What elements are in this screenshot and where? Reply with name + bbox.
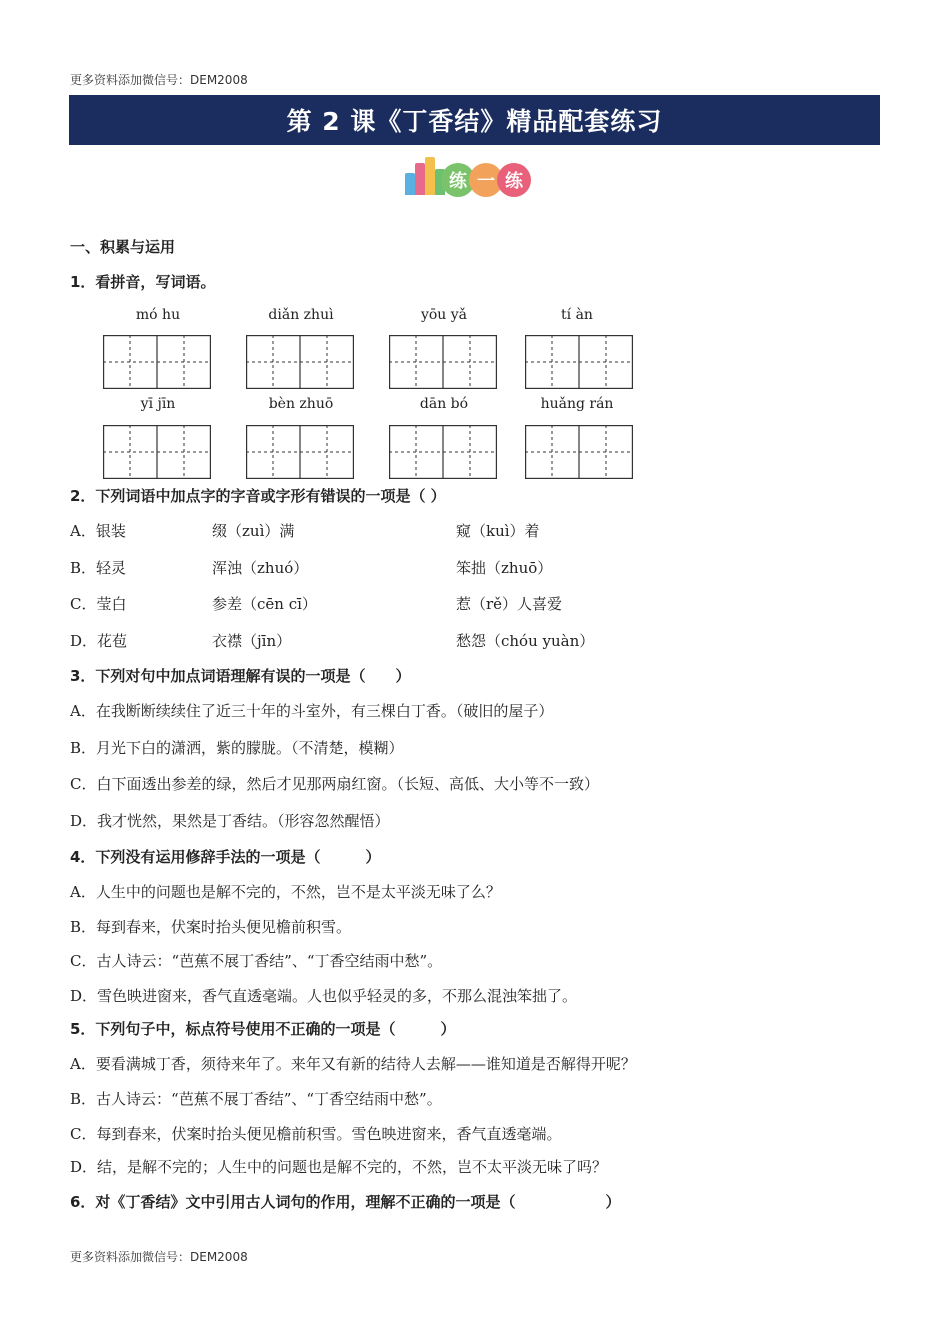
q2-option-d-col2: 衣襟（jīn） <box>212 632 292 650</box>
page-title: 第 2 课《丁香结》精品配套练习 <box>69 95 880 145</box>
question-5-stem: 5．下列句子中，标点符号使用不正确的一项是（ ） <box>70 1020 456 1038</box>
writing-grid[interactable] <box>246 335 354 389</box>
q3-option-c[interactable]: C．白下面透出参差的绿，然后才见那两扇红窗。（长短、高低、大小等不一致） <box>70 775 599 793</box>
q2-option-c-col1[interactable]: C．莹白 <box>70 595 127 613</box>
pinyin-label: dān bó <box>419 396 469 412</box>
badge-char-1: 练 <box>441 163 475 197</box>
q4-option-c[interactable]: C．古人诗云：“芭蕉不展丁香结”、“丁香空结雨中愁”。 <box>70 952 443 970</box>
q2-option-b-col3: 笨拙（zhuō） <box>456 559 553 577</box>
question-2-stem: 2．下列词语中加点字的字音或字形有错误的一项是（ ） <box>70 487 446 505</box>
q2-option-b-col2: 浑浊（zhuó） <box>212 559 309 577</box>
writing-grid[interactable] <box>103 425 211 479</box>
footer-note: 更多资料添加微信号：DEM2008 <box>70 1250 248 1264</box>
pinyin-label: mó hu <box>135 307 181 323</box>
q4-option-b[interactable]: B．每到春来，伏案时抬头便见檐前积雪。 <box>70 918 352 936</box>
q2-option-d-col1[interactable]: D．花苞 <box>70 632 128 650</box>
pinyin-label: yōu yǎ <box>420 307 468 323</box>
section-heading: 一、积累与运用 <box>70 238 176 256</box>
writing-grid[interactable] <box>525 335 633 389</box>
building-icon <box>425 157 435 195</box>
pinyin-label: tí àn <box>561 307 593 323</box>
question-6-stem: 6．对《丁香结》文中引用古人词句的作用，理解不正确的一项是（ ） <box>70 1193 621 1211</box>
badge-char-3: 练 <box>497 163 531 197</box>
writing-grid[interactable] <box>246 425 354 479</box>
question-1-stem: 1．看拼音，写词语。 <box>70 273 216 291</box>
q5-option-a[interactable]: A．要看满城丁香，须待来年了。来年又有新的结待人去解——谁知道是否解得开呢？ <box>70 1055 636 1073</box>
q2-option-c-col2: 参差（cēn cī） <box>212 595 317 613</box>
building-icon <box>405 173 415 195</box>
writing-grid[interactable] <box>389 425 497 479</box>
q2-option-a-col1[interactable]: A．银装 <box>70 522 126 540</box>
q2-option-c-col3: 惹（rě）人喜爱 <box>456 595 563 613</box>
q5-option-b[interactable]: B．古人诗云：“芭蕉不展丁香结”、“丁香空结雨中愁”。 <box>70 1090 442 1108</box>
header-note: 更多资料添加微信号：DEM2008 <box>70 73 248 87</box>
writing-grid[interactable] <box>103 335 211 389</box>
q2-option-a-col2: 缀（zuì）满 <box>212 522 295 540</box>
pinyin-label: diǎn zhuì <box>268 307 334 323</box>
q4-option-d[interactable]: D．雪色映进窗来，香气直透毫端。人也似乎轻灵的多，不那么混浊笨拙了。 <box>70 987 578 1005</box>
question-3-stem: 3．下列对句中加点词语理解有误的一项是（ ） <box>70 667 411 685</box>
q4-option-a[interactable]: A．人生中的问题也是解不完的，不然，岂不是太平淡无味了么？ <box>70 883 501 901</box>
q2-option-b-col1[interactable]: B．轻灵 <box>70 559 127 577</box>
building-icon <box>415 163 425 195</box>
writing-grid[interactable] <box>525 425 633 479</box>
question-4-stem: 4．下列没有运用修辞手法的一项是（ ） <box>70 848 381 866</box>
q3-option-b[interactable]: B．月光下白的潇洒，紫的朦胧。（不清楚，模糊） <box>70 739 404 757</box>
badge-char-2: 一 <box>469 163 503 197</box>
pinyin-label: huǎng rán <box>540 396 614 412</box>
practice-badge <box>403 155 533 199</box>
q3-option-a[interactable]: A．在我断断续续住了近三十年的斗室外，有三棵白丁香。（破旧的屋子） <box>70 702 554 720</box>
q5-option-d[interactable]: D．结，是解不完的；人生中的问题也是解不完的，不然，岂不太平淡无味了吗？ <box>70 1158 608 1176</box>
q2-option-a-col3: 窥（kuì）着 <box>456 522 540 540</box>
pinyin-label: yī jīn <box>140 396 176 412</box>
q2-option-d-col3: 愁怨（chóu yuàn） <box>456 632 595 650</box>
q5-option-c[interactable]: C．每到春来，伏案时抬头便见檐前积雪。雪色映进窗来，香气直透毫端。 <box>70 1125 562 1143</box>
writing-grid[interactable] <box>389 335 497 389</box>
q3-option-d[interactable]: D．我才恍然，果然是丁香结。（形容忽然醒悟） <box>70 812 390 830</box>
pinyin-label: bèn zhuō <box>268 396 334 412</box>
